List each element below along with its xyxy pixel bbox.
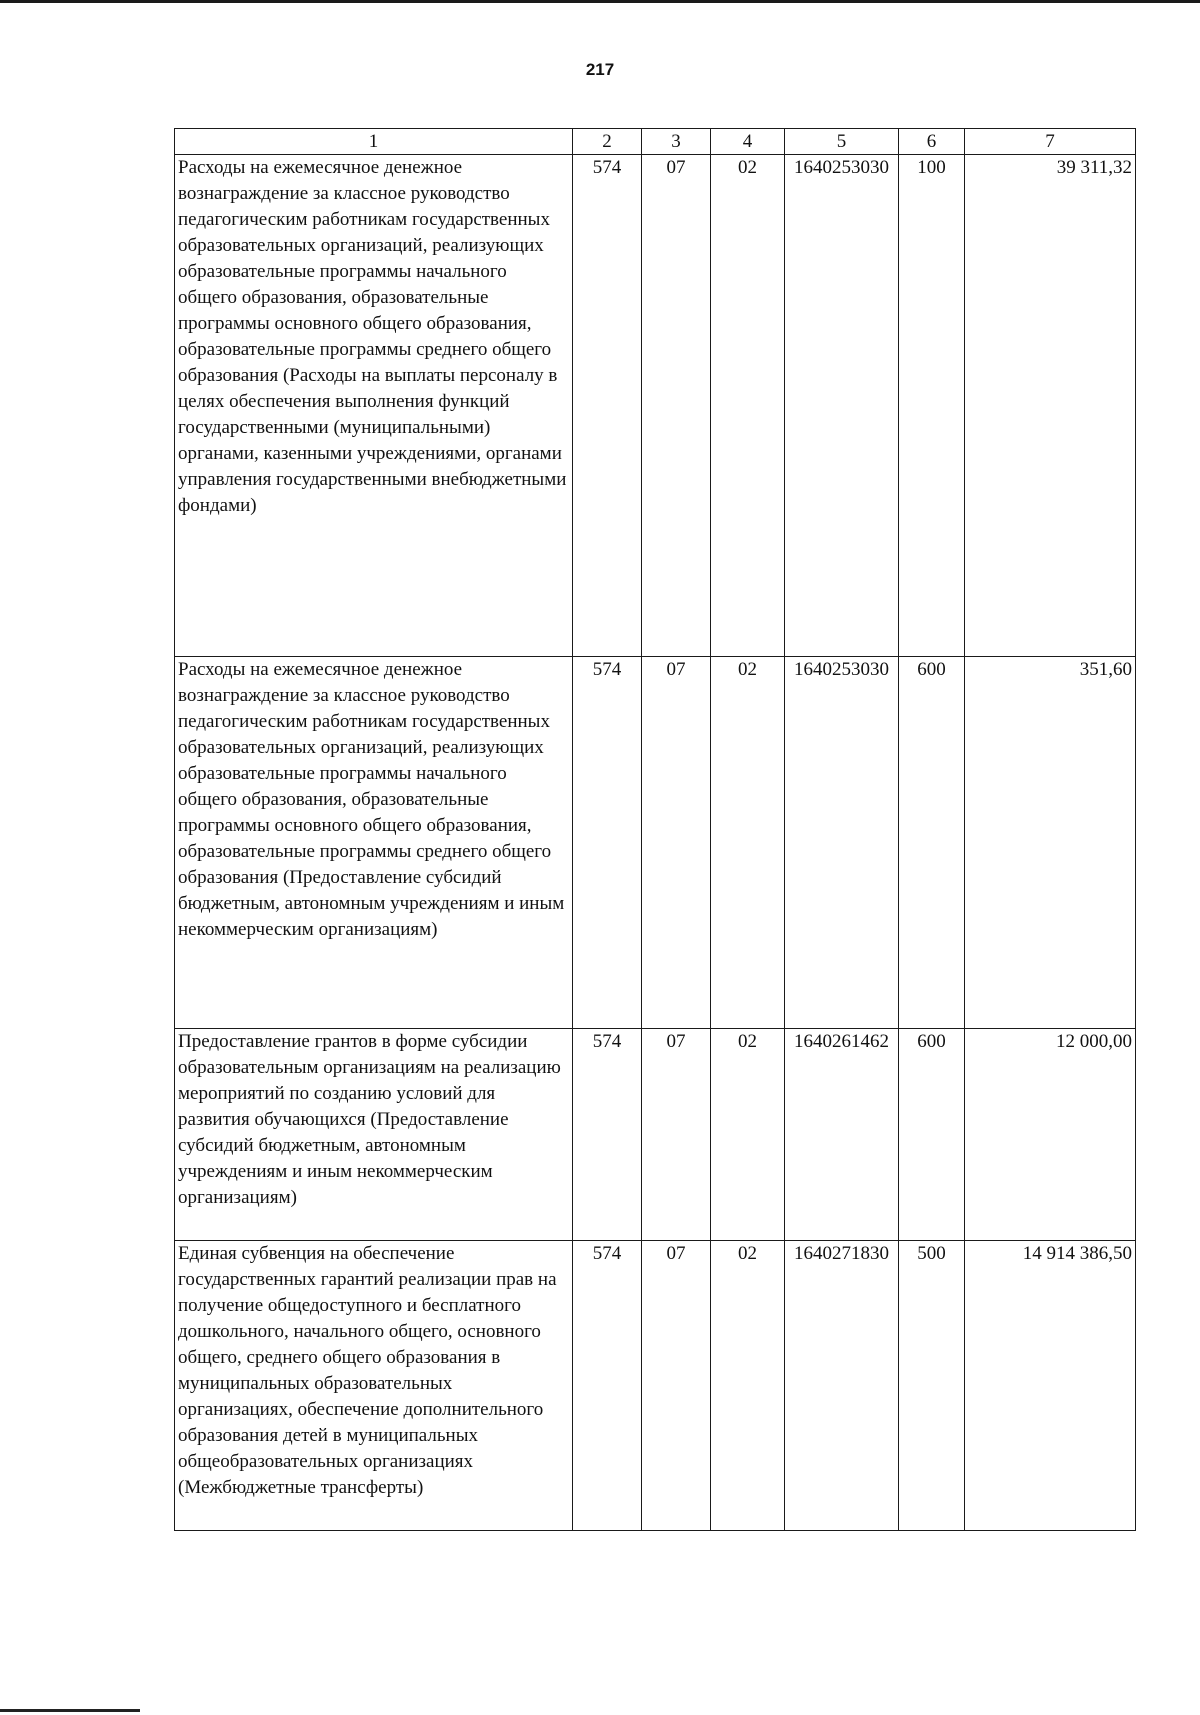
target-article-code: 1640253030 <box>785 657 899 1029</box>
expense-description: Единая субвенция на обеспечение государственных гарантий реализации прав на получение общедоступного и бесплатного дошкольного, начального общего, основного общего, среднего общего образования в муниципальных образовательных организациях, обеспечение дополнительного образования детей в муниципальных общеобразовательных организациях (Межбюджетные трансферты) <box>175 1241 573 1531</box>
section-code: 07 <box>642 155 711 657</box>
column-header: 7 <box>965 129 1136 155</box>
column-header: 3 <box>642 129 711 155</box>
expense-description: Предоставление грантов в форме субсидии образовательным организациям на реализацию мероприятий по созданию условий для развития обучающихся (Предоставление субсидий бюджетным, автономным учреждениям и иным некоммерческим организациям) <box>175 1029 573 1241</box>
column-header: 1 <box>175 129 573 155</box>
subsection-code: 02 <box>711 155 785 657</box>
expense-type-code: 500 <box>899 1241 965 1531</box>
page-number: 217 <box>585 60 615 79</box>
ministry-code: 574 <box>573 657 642 1029</box>
subsection-code: 02 <box>711 1241 785 1531</box>
target-article-code: 1640253030 <box>785 155 899 657</box>
column-header: 4 <box>711 129 785 155</box>
expense-type-code: 600 <box>899 1029 965 1241</box>
table-row <box>175 657 1136 1029</box>
expense-type-code: 600 <box>899 657 965 1029</box>
expense-description: Расходы на ежемесячное денежное вознаграждение за классное руководство педагогическим работникам государственных образовательных организаций, реализующих образовательные программы начального общего образования, образовательные программы основного общего образования, образовательные программы среднего общего образования (Предоставление субсидий бюджетным, автономным учреждениям и иным некоммерческим организациям) <box>175 657 573 1029</box>
table-row <box>175 155 1136 657</box>
expense-description: Расходы на ежемесячное денежное вознаграждение за классное руководство педагогическим работникам государственных образовательных организаций, реализующих образовательные программы начального общего образования, образовательные программы основного общего образования, образовательные программы среднего общего образования (Расходы на выплаты персоналу в целях обеспечения выполнения функций государственными (муниципальными) органами, казенными учреждениями, органами управления государственными внебюджетными фондами) <box>175 155 573 657</box>
subsection-code: 02 <box>711 1029 785 1241</box>
section-code: 07 <box>642 657 711 1029</box>
ministry-code: 574 <box>573 1029 642 1241</box>
ministry-code: 574 <box>573 1241 642 1531</box>
table-row <box>175 1029 1136 1241</box>
amount-value: 14 914 386,50 <box>965 1241 1136 1531</box>
section-code: 07 <box>642 1241 711 1531</box>
target-article-code: 1640261462 <box>785 1029 899 1241</box>
table-header-row <box>175 129 1136 155</box>
amount-value: 12 000,00 <box>965 1029 1136 1241</box>
target-article-code: 1640271830 <box>785 1241 899 1531</box>
table-row <box>175 1241 1136 1531</box>
ministry-code: 574 <box>573 155 642 657</box>
column-header: 5 <box>785 129 899 155</box>
top-edge-line <box>0 0 1200 3</box>
bottom-edge-line <box>0 1709 140 1712</box>
budget-table <box>174 128 1136 1531</box>
amount-value: 39 311,32 <box>965 155 1136 657</box>
amount-value: 351,60 <box>965 657 1136 1029</box>
column-header: 2 <box>573 129 642 155</box>
subsection-code: 02 <box>711 657 785 1029</box>
section-code: 07 <box>642 1029 711 1241</box>
expense-type-code: 100 <box>899 155 965 657</box>
column-header: 6 <box>899 129 965 155</box>
